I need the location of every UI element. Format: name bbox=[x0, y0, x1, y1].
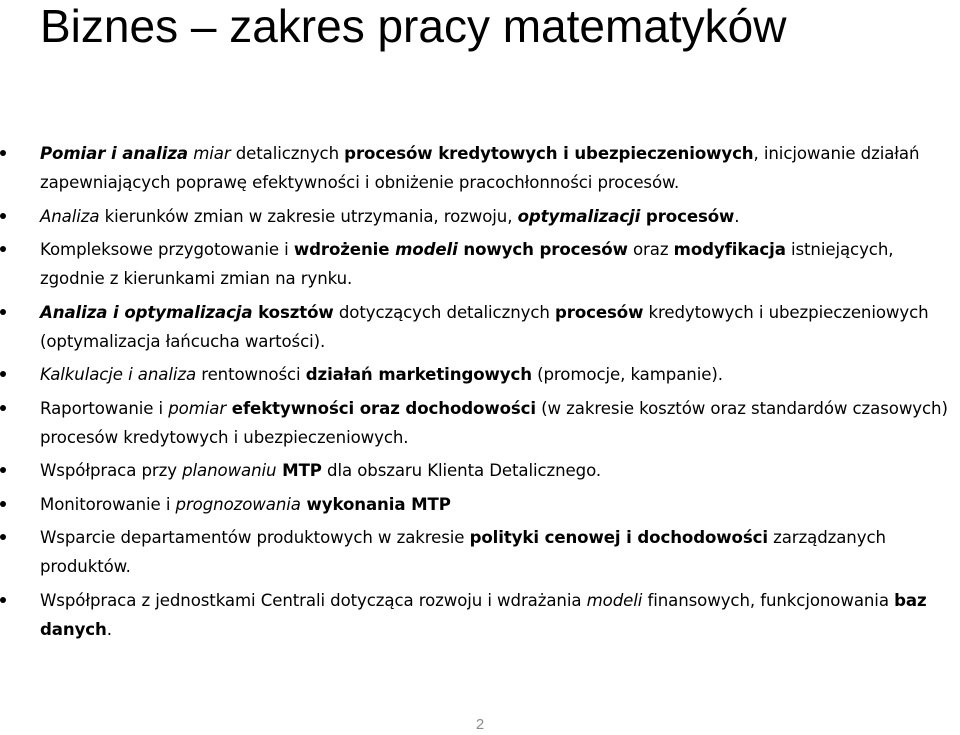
bullet-text-segment: procesów kredytowych i ubezpieczeniowych bbox=[344, 144, 754, 163]
bullet-text-segment: Kompleksowe przygotowanie i bbox=[40, 240, 294, 259]
bullet-text-segment: wykonania MTP bbox=[300, 494, 451, 514]
bullet-text-segment: procesów bbox=[640, 206, 735, 226]
bullet-text-segment: Wsparcie departamentów produktowych w zakresie bbox=[40, 528, 470, 547]
bullet-dot-icon bbox=[0, 501, 6, 507]
bullet-text-segment: dotyczących detalicznych bbox=[333, 302, 555, 322]
bullet-text-segment: pomiar bbox=[168, 398, 227, 418]
bullet-text-segment: Współpraca przy bbox=[40, 461, 183, 480]
bullet-dot-icon bbox=[0, 467, 6, 473]
bullet-item bbox=[0, 523, 960, 581]
bullet-text-segment: Współpraca z jednostkami Centrali dotycząca rozwoju i wdrażania bbox=[40, 590, 587, 610]
bullet-item bbox=[0, 394, 960, 452]
bullet-text-segment: detalicznych bbox=[230, 144, 345, 163]
bullet-text-segment: (w zakresie kosztów oraz standardów czasowych) procesów kredytowych i ubezpieczeniowych. bbox=[40, 398, 954, 447]
bullet-text-segment: wdrożenie bbox=[293, 240, 390, 259]
bullet-dot-icon bbox=[0, 150, 6, 156]
bullet-item bbox=[0, 360, 960, 389]
bullet-text-segment: . bbox=[734, 206, 740, 226]
bullet-item bbox=[0, 456, 960, 485]
bullet-text-segment: Kalkulacje i analiza bbox=[40, 365, 197, 384]
bullet-text-segment: baz danych bbox=[40, 590, 933, 639]
bullet-text-segment: MTP bbox=[276, 461, 322, 480]
bullet-item bbox=[0, 298, 960, 356]
bullet-text-segment: , inicjowanie działań zapewniających poprawę efektywności i obniżenie pracochłonności procesów. bbox=[40, 144, 925, 192]
bullet-text-segment: istniejących, zgodnie z kierunkami zmian na rynku. bbox=[40, 240, 899, 288]
bullet-dot-icon bbox=[0, 534, 6, 540]
bullet-text-segment: modeli bbox=[389, 240, 458, 259]
bullet-dot-icon bbox=[0, 371, 6, 377]
bullet-text-segment: (promocje, kampanie). bbox=[531, 365, 723, 384]
bullet-text-segment: . bbox=[106, 619, 112, 639]
bullet-text-segment: rentowności bbox=[196, 365, 306, 384]
bullet-text-segment: kosztów bbox=[252, 302, 334, 322]
bullet-dot-icon bbox=[0, 405, 6, 411]
bullet-text-segment: kierunków zmian w zakresie utrzymania, rozwoju, bbox=[99, 206, 518, 226]
bullet-dot-icon bbox=[0, 597, 6, 603]
bullet-text-segment: prognozowania bbox=[175, 494, 301, 514]
bullet-text-segment: polityki cenowej i dochodowości bbox=[469, 528, 768, 547]
bullet-item bbox=[0, 235, 960, 293]
bullet-text-segment: finansowych, funkcjonowania bbox=[642, 590, 895, 610]
bullet-dot-icon bbox=[0, 246, 6, 252]
bullet-item bbox=[0, 490, 960, 519]
bullet-text-segment: Raportowanie i bbox=[40, 398, 169, 418]
bullet-text-segment: Analiza bbox=[40, 206, 100, 226]
bullet-text-segment: optymalizacji bbox=[517, 206, 641, 226]
bullet-text-segment: modeli bbox=[586, 590, 643, 610]
bullet-item bbox=[0, 586, 960, 644]
bullet-text-segment: kredytowych i ubezpieczeniowych (optymalizacja łańcucha wartości). bbox=[40, 302, 934, 351]
bullet-item bbox=[0, 139, 960, 197]
bullet-text-segment: miar bbox=[188, 144, 231, 163]
bullet-text-segment: efektywności oraz dochodowości bbox=[226, 398, 536, 418]
bullet-dot-icon bbox=[0, 309, 6, 315]
bullet-list bbox=[0, 139, 960, 648]
bullet-text-segment: planowaniu bbox=[182, 461, 277, 480]
bullet-text-segment: dla obszaru Klienta Detalicznego. bbox=[321, 461, 602, 480]
bullet-text-segment: działań marketingowych bbox=[305, 365, 532, 384]
bullet-item bbox=[0, 202, 960, 231]
bullet-text-segment: Pomiar i analiza bbox=[40, 144, 189, 163]
bullet-text-segment: Analiza i optymalizacja bbox=[40, 302, 253, 322]
bullet-text-segment: procesów bbox=[554, 302, 644, 322]
page-number: 2 bbox=[475, 716, 485, 733]
bullet-text-segment: Monitorowanie i bbox=[40, 494, 176, 514]
bullet-dot-icon bbox=[0, 213, 6, 219]
bullet-text-segment: modyfikacja bbox=[673, 240, 786, 259]
bullet-text-segment: nowych procesów bbox=[457, 240, 628, 259]
slide-title: Biznes – zakres pracy matematyków bbox=[40, 0, 787, 52]
bullet-text-segment: zarządzanych produktów. bbox=[40, 528, 892, 576]
bullet-text-segment: oraz bbox=[627, 240, 674, 259]
